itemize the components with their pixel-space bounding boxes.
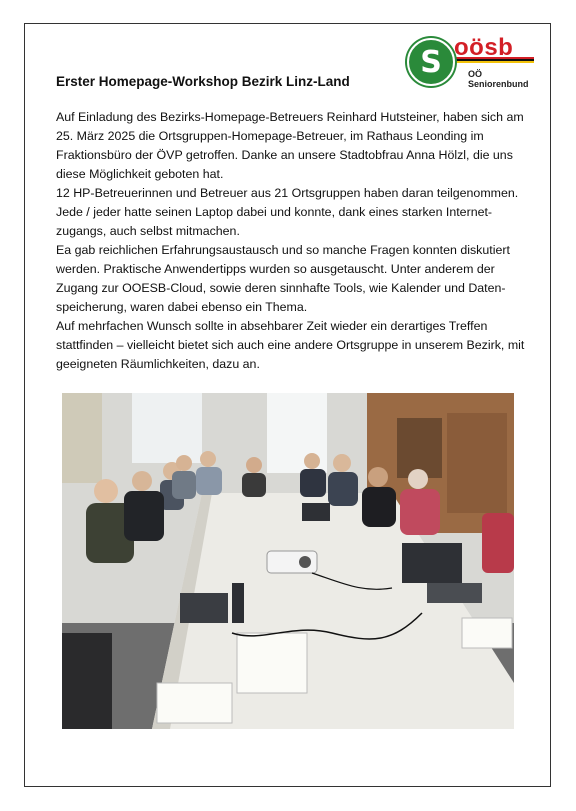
paragraph-outlook: Auf mehrfachen Wunsch sollte in absehbarer Zeit wieder ein derartiges Treffen stattfinden – vielleicht bietet sich auch eine andere Ortsgruppe in unserem Bezirk, mit geeigneten Räumlichkeiten, dazu an. [56,319,525,371]
workshop-photo [62,393,514,729]
logo-circle-icon [407,38,455,86]
paragraph-exchange: Ea gab reichlichen Erfahrungsaustausch und so manche Fragen konnten diskutiert werden. Praktische Anwendertipps wurden so ausgetauscht. Unter anderem der Zugang zur OOESB-Cloud, sowie deren sinnhafte Tools, wie Kalender und Daten-speicherung, waren dabei ebenso ein Thema. [56,243,510,314]
seniorenbund-logo [398,34,538,89]
paragraph-invitation: Auf Einladung des Bezirks-Homepage-Betreuers Reinhard Hutsteiner, haben sich am 25. März 2025 die Ortsgruppen-Homepage-Betreuer, im Rathaus Leonding im Fraktionsbüro der ÖVP getroffen. Danke an unsere Stadtobfrau Anna Hölzl, die uns diese Möglichkeit geboten hat. [56,110,524,181]
paragraph-participants: 12 HP-Betreuerinnen und Betreuer aus 21 Ortsgruppen haben daran teilgenommen. Jede / jeder hatte seinen Laptop dabei und konnte, dank eines starken Internet-zugangs, auch selbst mitmachen. [56,186,519,238]
document-title: Erster Homepage-Workshop Bezirk Linz-Land [56,74,350,89]
document-body [56,108,526,374]
logo-letter: S [420,44,442,80]
workshop-photo-illustration [62,393,514,729]
logo-subtitle: OÖ Seniorenbund [468,69,529,89]
logo-name: oösb [454,34,514,61]
